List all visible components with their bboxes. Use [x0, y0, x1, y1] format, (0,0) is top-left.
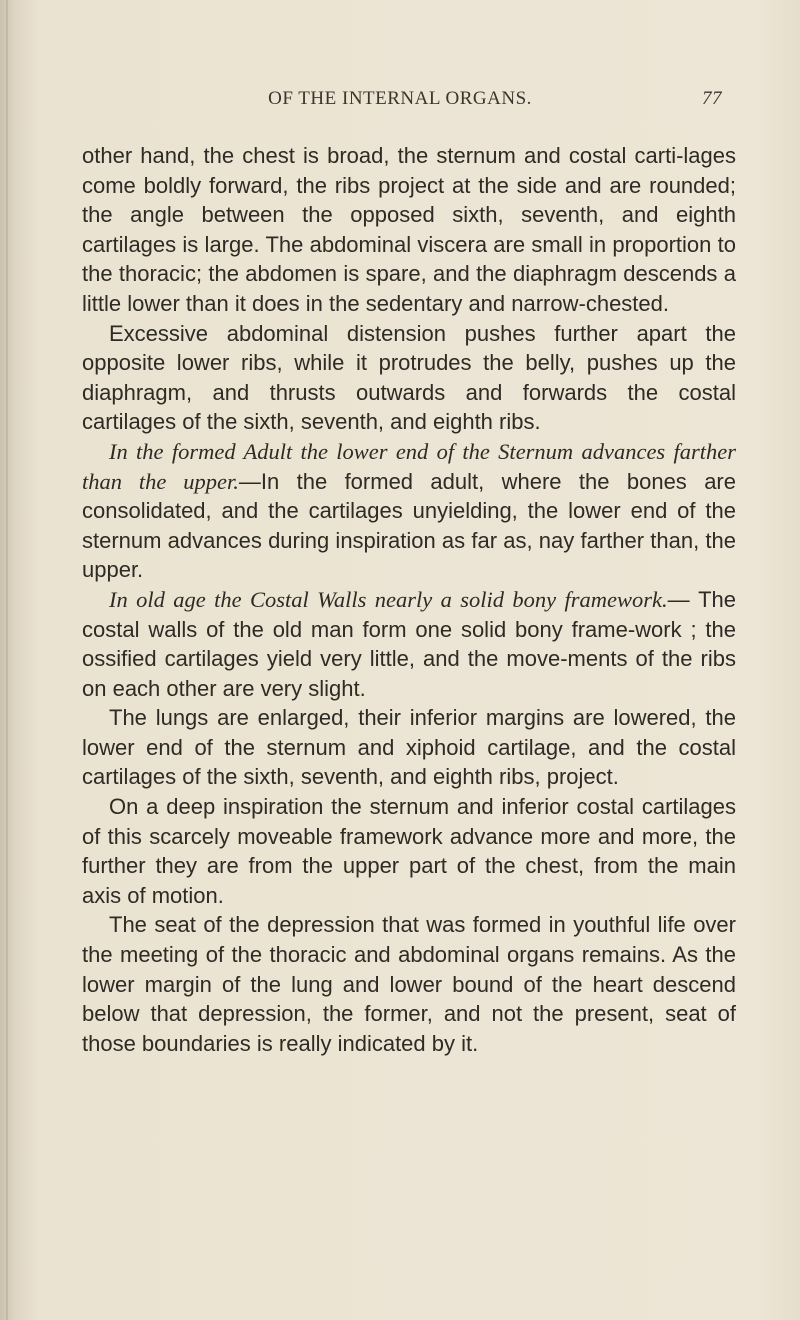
- paragraph-4: [82, 585, 736, 703]
- body-text: [82, 141, 736, 1058]
- side-heading-old-age: In old age the Costal Walls nearly a solid bony framework.: [109, 586, 668, 612]
- paragraph-4-text: — The costal walls of the old man form one solid bony frame-work ; the ossified cartilages yield very little, and the move-ments of the ribs on each other are very slight.: [82, 586, 737, 701]
- running-head: OF THE INTERNAL ORGANS.: [268, 88, 532, 109]
- paragraph-1-text: other hand, the chest is broad, the sternum and costal carti-lages come boldly forward, the ribs project at the side and are rounded; the angle between the opposed sixth, seventh, and eighth cartilages is large. The abdominal viscera are small in proportion to the thoracic; the abdomen is spare, and the diaphragm descends a little lower than it does in the sedentary and narrow-chested.: [82, 143, 736, 316]
- paragraph-7-text: The seat of the depression that was formed in youthful life over the meeting of the thoracic and abdominal organs remains. As the lower margin of the lung and lower bound of the heart descend below that depression, the former, and not the present, seat of those boundaries is really indicated by it.: [82, 912, 736, 1056]
- paragraph-5: [82, 703, 736, 792]
- paragraph-6: [82, 792, 736, 910]
- paragraph-6-text: On a deep inspiration the sternum and inferior costal cartilages of this scarcely moveable framework advance more and more, the further they are from the upper part of the chest, from the main axis of motion.: [82, 794, 736, 908]
- paragraph-3: [82, 437, 736, 585]
- paragraph-3-text: —In the formed adult, where the bones are consolidated, and the cartilages unyielding, the lower end of the sternum advances during inspiration as far as, nay farther than, the upper.: [82, 468, 736, 583]
- side-heading-formed-adult: In the formed Adult the lower end of the Sternum advances farther than the upper.: [82, 438, 736, 494]
- page-number: 77: [702, 88, 722, 109]
- page-header: [0, 88, 800, 118]
- paragraph-2-text: Excessive abdominal distension pushes further apart the opposite lower ribs, while it protrudes the belly, pushes up the diaphragm, and thrusts outwards and forwards the costal cartilages of the sixth, seventh, and eighth ribs.: [82, 320, 736, 435]
- page-gutter-edge: [6, 0, 8, 1320]
- paragraph-1: [82, 141, 736, 319]
- paragraph-7: [82, 910, 736, 1058]
- paragraph-5-text: The lungs are enlarged, their inferior margins are lowered, the lower end of the sternum and xiphoid cartilage, and the costal cartilages of the sixth, seventh, and eighth ribs, project.: [82, 705, 736, 790]
- paragraph-2: [82, 319, 736, 437]
